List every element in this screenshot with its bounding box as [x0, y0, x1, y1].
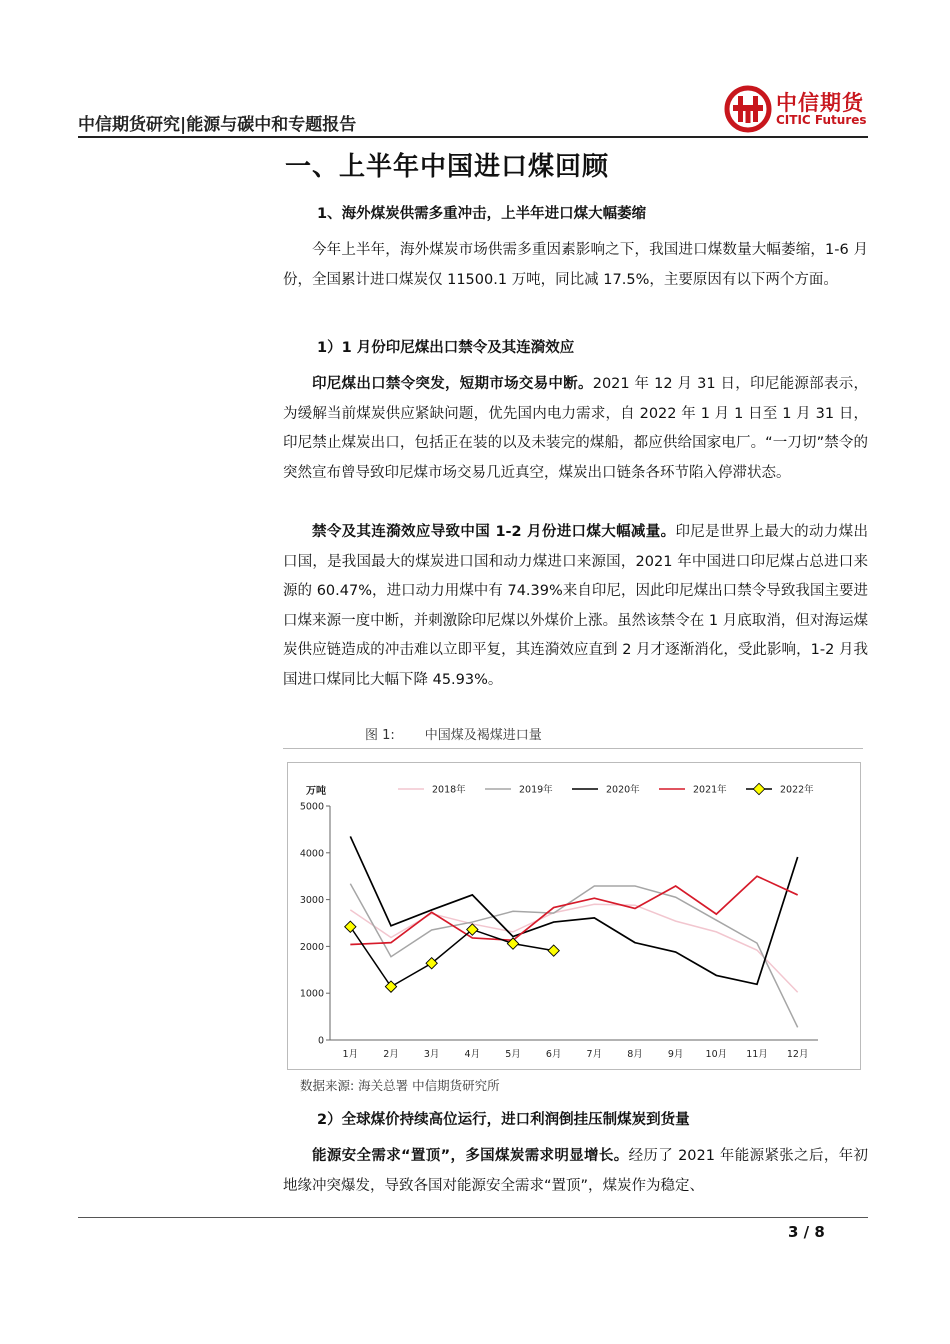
x-tick-label: 9月 — [667, 1049, 684, 1060]
series-line-2020年 — [350, 836, 797, 984]
y-tick-label: 1000 — [299, 988, 324, 1000]
y-tick-label: 3000 — [299, 895, 324, 907]
x-tick-label: 1月 — [342, 1049, 359, 1060]
chart-frame — [287, 762, 861, 1070]
legend-label: 2018年 — [432, 784, 466, 796]
legend-label: 2021年 — [693, 784, 727, 796]
data-point-marker — [345, 921, 356, 932]
x-tick-label: 8月 — [627, 1049, 643, 1060]
series-line-2022年 — [350, 927, 553, 987]
x-tick-label: 11月 — [746, 1049, 768, 1060]
x-tick-label: 3月 — [423, 1049, 440, 1060]
paragraph-4 — [283, 1142, 868, 1201]
paragraph-4-lead: 能源安全需求“置顶”，多国煤炭需求明显增长。 — [312, 1148, 629, 1164]
figure-label: 图 1: — [365, 728, 395, 743]
footer-divider — [78, 1217, 868, 1218]
subsection-heading-1-2: 2）全球煤价持续高位运行，进口利润倒挂压制煤炭到货量 — [317, 1112, 690, 1128]
report-header-title: 中信期货研究|能源与碳中和专题报告 — [78, 115, 357, 135]
paragraph-2-text: 2021 年 12 月 31 日，印尼能源部表示，为缓解当前煤炭供应紧缺问题，优先国内电力需求，自 2022 年 1 月 1 日至 1 月 31 日，印尼禁止煤炭出口，包括正在装的以及未装完的煤船，都应供给国家电厂。“一刀切”禁令的突然宣布曾导致印尼煤市场交易几近真空，煤炭出口链条各环节陷入停滞状态。 — [283, 376, 868, 481]
paragraph-3-text: 印尼是世界上最大的动力煤出口国，是我国最大的煤炭进口国和动力煤进口来源国，2021 年中国进口印尼煤占总进口来源的 60.47%，进口动力用煤中有 74.39%来自印尼，因此印尼煤出口禁令导致我国主要进口煤来源一度中断，并刺激除印尼煤以外煤价上涨。虽然该禁令在 1 月底取消，但对海运煤炭供应链造成的冲击难以立即平复，其连漪效应直到 2 月才逐渐消化，受此影响，1-2 月我国进口煤同比大幅下降 45.93%。 — [283, 524, 869, 688]
x-tick-label: 4月 — [464, 1049, 481, 1060]
y-tick-label: 0 — [317, 1035, 324, 1047]
y-tick-label: 5000 — [299, 801, 324, 813]
legend-label: 2019年 — [519, 784, 553, 796]
paragraph-2 — [283, 370, 868, 488]
y-tick-label: 4000 — [299, 848, 324, 860]
y-tick-label: 2000 — [299, 941, 324, 953]
citic-futures-logo — [724, 85, 874, 133]
paragraph-4-text: 经历了 2021 年能源紧张之后，年初地缘冲突爆发，导致各国对能源安全需求“置顶”，煤炭作为稳定、 — [283, 1148, 869, 1194]
x-tick-label: 2月 — [383, 1049, 399, 1060]
data-point-marker — [385, 981, 396, 992]
data-point-marker — [548, 945, 559, 956]
x-tick-label: 6月 — [545, 1049, 562, 1060]
header-divider — [78, 136, 868, 138]
figure-caption — [365, 724, 542, 743]
paragraph-3 — [283, 518, 868, 695]
paragraph-3-lead: 禁令及其连漪效应导致中国 1-2 月份进口煤大幅减量。 — [312, 524, 676, 540]
paragraph-2-lead: 印尼煤出口禁令突发，短期市场交易中断。 — [312, 376, 593, 392]
logo-text-cn: 中信期货 — [776, 91, 864, 115]
series-line-2021年 — [350, 876, 797, 944]
subsection-heading-1: 1、海外煤炭供需多重冲击，上半年进口煤大幅萎缩 — [317, 206, 647, 222]
legend-label: 2022年 — [780, 784, 814, 796]
subsection-heading-1-1: 1）1 月份印尼煤出口禁令及其连漪效应 — [317, 340, 575, 356]
paragraph-1: 今年上半年，海外煤炭市场供需多重因素影响之下，我国进口煤数量大幅萎缩，1-6 月份，全国累计进口煤炭仅 11500.1 万吨，同比减 17.5%，主要原因有以下两个方面。 — [283, 242, 868, 288]
series-line-2019年 — [350, 884, 797, 1028]
citic-logo-icon — [724, 85, 772, 133]
y-axis-label: 万吨 — [306, 786, 326, 797]
section-title: 一、上半年中国进口煤回顾 — [285, 152, 610, 182]
x-tick-label: 5月 — [505, 1049, 521, 1060]
legend-label: 2020年 — [606, 784, 640, 796]
logo-text-en: CITIC Futures — [776, 113, 867, 127]
figure-source: 数据来源: 海关总署 中信期货研究所 — [300, 1078, 500, 1093]
x-tick-label: 12月 — [786, 1049, 809, 1060]
x-tick-label: 7月 — [586, 1049, 603, 1060]
coal-import-line-chart — [288, 763, 860, 1069]
figure-top-rule — [283, 748, 863, 749]
x-tick-label: 10月 — [705, 1049, 728, 1060]
page-number: 3 / 8 — [788, 1223, 825, 1241]
figure-title: 中国煤及褐煤进口量 — [424, 728, 542, 743]
legend-marker — [753, 783, 764, 794]
